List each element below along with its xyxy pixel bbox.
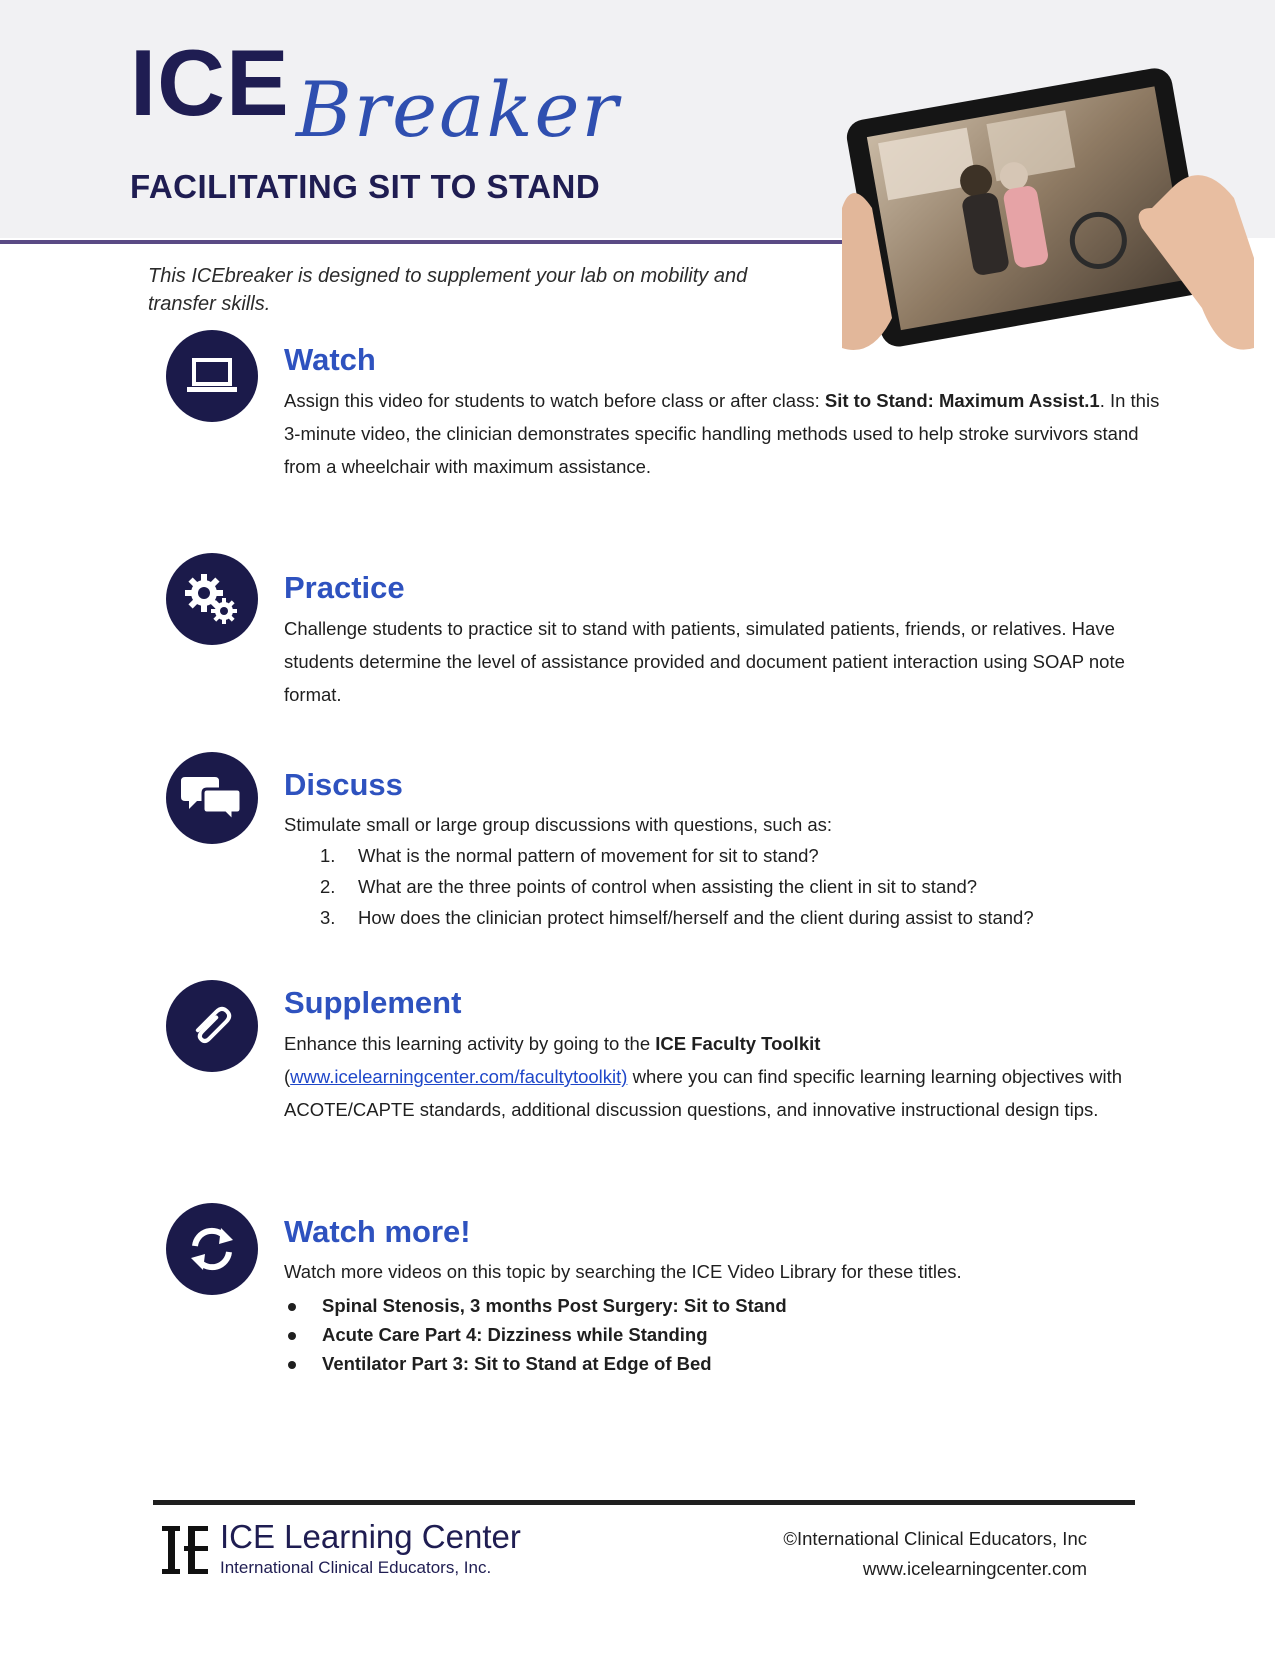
- practice-body: Challenge students to practice sit to stand with patients, simulated patients, friends, or relatives. Have students determine the level of assistance provided and document patient interaction using SOAP note format.: [284, 618, 1125, 705]
- watch-video-title: Sit to Stand: Maximum Assist.1: [824, 390, 1100, 411]
- watch-title: Watch: [284, 342, 376, 377]
- watch-more-body: Watch more videos on this topic by searching the ICE Video Library for these titles.: [284, 1261, 962, 1282]
- footer-website: www.icelearningcenter.com: [862, 1558, 1087, 1579]
- supplement-title: Supplement: [284, 985, 462, 1020]
- intro-text: This ICEbreaker is designed to supplement your lab on mobility and transfer skills.: [148, 265, 748, 315]
- discussion-questions: [284, 840, 1164, 933]
- toolkit-link[interactable]: www.icelearningcenter.com/facultytoolkit): [290, 1066, 628, 1087]
- watch-more-section: [284, 1212, 1164, 1378]
- ice-logo-icon: [160, 1522, 210, 1578]
- toolkit-name: ICE Faculty Toolkit: [655, 1033, 821, 1054]
- tablet-video-image: [842, 58, 1254, 358]
- list-item: Acute Care Part 4: Dizziness while Standing: [284, 1320, 1164, 1349]
- list-item: 2. What are the three points of control when assisting the client in sit to stand?: [320, 876, 978, 897]
- discuss-title: Discuss: [284, 767, 403, 802]
- watch-body: Assign this video for students to watch before class or after class: Sit to Stand: Maximum Assist.1. In this 3-minute video, the clinician demonstrates specific handling methods used to help stroke survivors stand from a wheelchair with maximum assistance.: [284, 390, 1160, 477]
- copyright-text: ©International Clinical Educators, Inc: [783, 1528, 1087, 1549]
- footer-contact: [783, 1524, 1087, 1584]
- discuss-section: [284, 765, 1164, 933]
- laptop-icon: [166, 330, 258, 422]
- header-divider: [0, 240, 870, 244]
- paperclip-icon: [166, 980, 258, 1072]
- supplement-body: Enhance this learning activity by going to the ICE Faculty Toolkit (www.icelearningcenter.com/facultytoolkit) where you can find specific learning learning objectives with ACOTE/CAPTE standards, additional discussion questions, and innovative instructional design tips.: [284, 1033, 1123, 1120]
- logo-ice: ICE: [130, 30, 290, 135]
- watch-more-title: Watch more!: [284, 1214, 471, 1249]
- chat-bubbles-icon: [166, 752, 258, 844]
- list-item: Ventilator Part 3: Sit to Stand at Edge of Bed: [284, 1349, 1164, 1378]
- practice-section: [284, 568, 1164, 711]
- practice-title: Practice: [284, 570, 405, 605]
- watch-section: [284, 340, 1164, 483]
- discuss-body: Stimulate small or large group discussions with questions, such as:: [284, 814, 833, 835]
- logo-breaker: Breaker: [296, 65, 620, 154]
- list-item: 3. How does the clinician protect himself/herself and the client during assist to stand?: [320, 907, 1034, 928]
- video-titles-list: [284, 1291, 1164, 1378]
- footer-org-name: ICE Learning Center: [220, 1518, 521, 1555]
- footer-divider: [153, 1500, 1135, 1505]
- gears-icon: [166, 553, 258, 645]
- supplement-section: [284, 983, 1164, 1126]
- page-title: FACILITATING SIT TO STAND: [130, 168, 601, 205]
- list-item: Spinal Stenosis, 3 months Post Surgery: Sit to Stand: [284, 1291, 1164, 1320]
- list-item: 1. What is the normal pattern of movement for sit to stand?: [320, 845, 819, 866]
- footer-org-subtitle: International Clinical Educators, Inc.: [220, 1558, 492, 1577]
- refresh-icon: [166, 1203, 258, 1295]
